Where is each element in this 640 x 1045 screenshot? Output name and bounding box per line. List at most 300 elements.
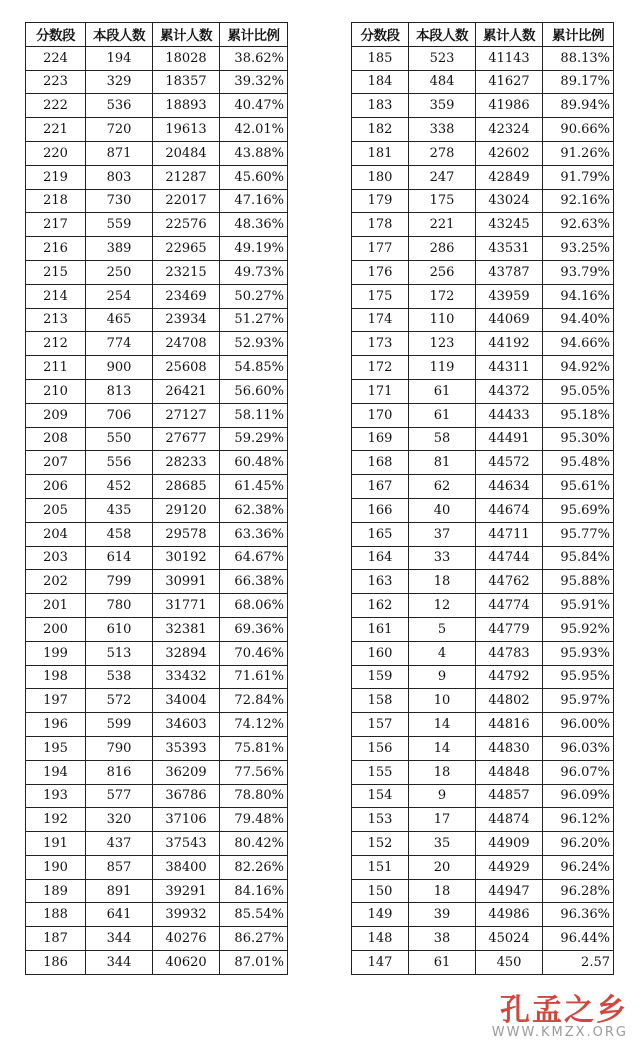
table-row — [352, 475, 614, 499]
cell-cumulative-ratio: 47.16% — [220, 189, 288, 213]
table-row — [26, 451, 288, 475]
cell-cumulative-ratio: 95.77% — [543, 522, 614, 546]
table-row — [352, 879, 614, 903]
cell-band-count: 458 — [86, 522, 153, 546]
cell-cumulative-count: 44830 — [476, 736, 543, 760]
table-row — [352, 927, 614, 951]
cell-band-count: 614 — [86, 546, 153, 570]
cell-cumulative-count: 27127 — [153, 403, 220, 427]
table-row — [352, 260, 614, 284]
table-row — [352, 332, 614, 356]
cell-cumulative-count: 44802 — [476, 689, 543, 713]
cell-band-count: 465 — [86, 308, 153, 332]
table-row — [352, 689, 614, 713]
cell-score-band: 151 — [352, 855, 409, 879]
cell-cumulative-ratio: 96.12% — [543, 808, 614, 832]
cell-band-count: 359 — [409, 94, 476, 118]
cell-cumulative-ratio: 96.00% — [543, 713, 614, 737]
table-row — [352, 498, 614, 522]
table-row — [26, 308, 288, 332]
table-row — [26, 213, 288, 237]
cell-cumulative-count: 19613 — [153, 118, 220, 142]
cell-cumulative-count: 36209 — [153, 760, 220, 784]
table-row — [352, 213, 614, 237]
cell-cumulative-ratio: 49.19% — [220, 237, 288, 261]
cell-band-count: 610 — [86, 617, 153, 641]
cell-band-count: 389 — [86, 237, 153, 261]
cell-score-band: 152 — [352, 832, 409, 856]
table-row — [352, 308, 614, 332]
cell-score-band: 201 — [26, 594, 86, 618]
table-row — [352, 641, 614, 665]
cell-cumulative-ratio: 69.36% — [220, 617, 288, 641]
cell-cumulative-ratio: 62.38% — [220, 498, 288, 522]
table-row — [26, 808, 288, 832]
cell-score-band: 198 — [26, 665, 86, 689]
cell-cumulative-count: 22965 — [153, 237, 220, 261]
table-row — [352, 903, 614, 927]
cell-band-count: 37 — [409, 522, 476, 546]
cell-cumulative-ratio: 72.84% — [220, 689, 288, 713]
table-row — [352, 713, 614, 737]
table-row — [352, 427, 614, 451]
cell-cumulative-count: 44372 — [476, 379, 543, 403]
cell-band-count: 572 — [86, 689, 153, 713]
table-row — [26, 641, 288, 665]
cell-cumulative-count: 18357 — [153, 70, 220, 94]
cell-cumulative-count: 24708 — [153, 332, 220, 356]
cell-band-count: 790 — [86, 736, 153, 760]
cell-cumulative-ratio: 95.61% — [543, 475, 614, 499]
table-row — [352, 855, 614, 879]
table-row — [26, 665, 288, 689]
cell-cumulative-count: 44929 — [476, 855, 543, 879]
cell-cumulative-count: 28233 — [153, 451, 220, 475]
cell-score-band: 176 — [352, 260, 409, 284]
cell-score-band: 206 — [26, 475, 86, 499]
table-row — [26, 498, 288, 522]
cell-cumulative-count: 40620 — [153, 951, 220, 975]
cell-cumulative-count: 37543 — [153, 832, 220, 856]
cell-cumulative-count: 41627 — [476, 70, 543, 94]
header-cumulative-ratio: 累计比例 — [220, 23, 288, 47]
cell-band-count: 599 — [86, 713, 153, 737]
cell-band-count: 720 — [86, 118, 153, 142]
cell-score-band: 215 — [26, 260, 86, 284]
cell-band-count: 706 — [86, 403, 153, 427]
cell-cumulative-ratio: 74.12% — [220, 713, 288, 737]
cell-cumulative-count: 43245 — [476, 213, 543, 237]
cell-cumulative-count: 450 — [476, 951, 543, 975]
table-row — [26, 736, 288, 760]
cell-cumulative-ratio: 96.03% — [543, 736, 614, 760]
cell-band-count: 119 — [409, 356, 476, 380]
cell-band-count: 9 — [409, 665, 476, 689]
header-band-count: 本段人数 — [409, 23, 476, 47]
cell-cumulative-ratio: 40.47% — [220, 94, 288, 118]
cell-score-band: 195 — [26, 736, 86, 760]
table-row — [352, 617, 614, 641]
cell-band-count: 10 — [409, 689, 476, 713]
cell-cumulative-count: 43531 — [476, 237, 543, 261]
table-row — [352, 570, 614, 594]
cell-cumulative-ratio: 50.27% — [220, 284, 288, 308]
cell-band-count: 58 — [409, 427, 476, 451]
cell-cumulative-count: 44711 — [476, 522, 543, 546]
right-table-body — [352, 46, 614, 974]
cell-cumulative-ratio: 64.67% — [220, 546, 288, 570]
table-row — [352, 237, 614, 261]
cell-score-band: 212 — [26, 332, 86, 356]
cell-score-band: 203 — [26, 546, 86, 570]
cell-cumulative-count: 31771 — [153, 594, 220, 618]
cell-score-band: 223 — [26, 70, 86, 94]
cell-band-count: 20 — [409, 855, 476, 879]
cell-cumulative-ratio: 94.92% — [543, 356, 614, 380]
cell-cumulative-count: 23215 — [153, 260, 220, 284]
cell-cumulative-count: 44192 — [476, 332, 543, 356]
cell-cumulative-count: 23934 — [153, 308, 220, 332]
cell-score-band: 211 — [26, 356, 86, 380]
cell-cumulative-ratio: 63.36% — [220, 522, 288, 546]
cell-band-count: 344 — [86, 927, 153, 951]
cell-cumulative-ratio: 85.54% — [220, 903, 288, 927]
cell-score-band: 184 — [352, 70, 409, 94]
header-cumulative-count: 累计人数 — [476, 23, 543, 47]
cell-cumulative-ratio: 91.79% — [543, 165, 614, 189]
cell-cumulative-ratio: 60.48% — [220, 451, 288, 475]
cell-band-count: 194 — [86, 46, 153, 70]
cell-score-band: 187 — [26, 927, 86, 951]
table-row — [26, 475, 288, 499]
cell-cumulative-ratio: 93.79% — [543, 260, 614, 284]
table-row — [26, 570, 288, 594]
cell-band-count: 513 — [86, 641, 153, 665]
table-row — [26, 903, 288, 927]
cell-score-band: 166 — [352, 498, 409, 522]
cell-cumulative-ratio: 71.61% — [220, 665, 288, 689]
cell-cumulative-count: 43959 — [476, 284, 543, 308]
cell-cumulative-ratio: 51.27% — [220, 308, 288, 332]
cell-cumulative-count: 32894 — [153, 641, 220, 665]
table-row — [26, 284, 288, 308]
cell-cumulative-ratio: 95.48% — [543, 451, 614, 475]
cell-cumulative-ratio: 70.46% — [220, 641, 288, 665]
cell-score-band: 205 — [26, 498, 86, 522]
table-row — [352, 784, 614, 808]
cell-score-band: 147 — [352, 951, 409, 975]
cell-cumulative-count: 42849 — [476, 165, 543, 189]
cell-cumulative-ratio: 84.16% — [220, 879, 288, 903]
cell-band-count: 799 — [86, 570, 153, 594]
cell-score-band: 181 — [352, 141, 409, 165]
table-row — [26, 879, 288, 903]
cell-cumulative-ratio: 56.60% — [220, 379, 288, 403]
watermark-url: WWW.KMZX.ORG — [491, 1025, 628, 1040]
cell-cumulative-count: 44857 — [476, 784, 543, 808]
cell-band-count: 5 — [409, 617, 476, 641]
cell-cumulative-count: 39291 — [153, 879, 220, 903]
table-row — [352, 165, 614, 189]
cell-cumulative-count: 42602 — [476, 141, 543, 165]
cell-score-band: 217 — [26, 213, 86, 237]
cell-score-band: 197 — [26, 689, 86, 713]
cell-cumulative-ratio: 90.66% — [543, 118, 614, 142]
cell-score-band: 178 — [352, 213, 409, 237]
cell-cumulative-ratio: 43.88% — [220, 141, 288, 165]
cell-band-count: 900 — [86, 356, 153, 380]
cell-cumulative-count: 22017 — [153, 189, 220, 213]
cell-cumulative-ratio: 96.36% — [543, 903, 614, 927]
cell-cumulative-count: 43024 — [476, 189, 543, 213]
cell-cumulative-ratio: 68.06% — [220, 594, 288, 618]
cell-score-band: 164 — [352, 546, 409, 570]
cell-score-band: 153 — [352, 808, 409, 832]
table-row — [352, 594, 614, 618]
cell-score-band: 204 — [26, 522, 86, 546]
table-row — [352, 141, 614, 165]
header-cumulative-ratio: 累计比例 — [543, 23, 614, 47]
cell-band-count: 435 — [86, 498, 153, 522]
cell-band-count: 256 — [409, 260, 476, 284]
cell-cumulative-ratio: 95.91% — [543, 594, 614, 618]
cell-score-band: 168 — [352, 451, 409, 475]
cell-cumulative-ratio: 95.69% — [543, 498, 614, 522]
cell-cumulative-count: 37106 — [153, 808, 220, 832]
cell-cumulative-ratio: 92.63% — [543, 213, 614, 237]
header-score-band: 分数段 — [26, 23, 86, 47]
cell-cumulative-ratio: 96.07% — [543, 760, 614, 784]
cell-cumulative-count: 44792 — [476, 665, 543, 689]
cell-cumulative-count: 41986 — [476, 94, 543, 118]
cell-cumulative-count: 44744 — [476, 546, 543, 570]
cell-score-band: 157 — [352, 713, 409, 737]
cell-score-band: 150 — [352, 879, 409, 903]
cell-cumulative-ratio: 59.29% — [220, 427, 288, 451]
cell-cumulative-count: 44779 — [476, 617, 543, 641]
cell-cumulative-ratio: 75.81% — [220, 736, 288, 760]
cell-band-count: 550 — [86, 427, 153, 451]
table-row — [26, 379, 288, 403]
left-table-body — [26, 46, 288, 974]
cell-cumulative-count: 27677 — [153, 427, 220, 451]
cell-band-count: 816 — [86, 760, 153, 784]
cell-cumulative-ratio: 88.13% — [543, 46, 614, 70]
cell-band-count: 81 — [409, 451, 476, 475]
cell-score-band: 189 — [26, 879, 86, 903]
table-row — [26, 260, 288, 284]
cell-cumulative-count: 44634 — [476, 475, 543, 499]
cell-band-count: 254 — [86, 284, 153, 308]
cell-score-band: 200 — [26, 617, 86, 641]
cell-band-count: 286 — [409, 237, 476, 261]
table-row — [26, 951, 288, 975]
cell-cumulative-count: 39932 — [153, 903, 220, 927]
table-row — [26, 332, 288, 356]
table-row — [352, 284, 614, 308]
cell-band-count: 18 — [409, 879, 476, 903]
cell-cumulative-ratio: 45.60% — [220, 165, 288, 189]
header-band-count: 本段人数 — [86, 23, 153, 47]
cell-cumulative-ratio: 95.92% — [543, 617, 614, 641]
cell-score-band: 154 — [352, 784, 409, 808]
table-row — [26, 237, 288, 261]
cell-band-count: 641 — [86, 903, 153, 927]
cell-band-count: 123 — [409, 332, 476, 356]
table-row — [26, 617, 288, 641]
table-row — [26, 832, 288, 856]
cell-score-band: 175 — [352, 284, 409, 308]
cell-band-count: 61 — [409, 379, 476, 403]
cell-band-count: 559 — [86, 213, 153, 237]
table-row — [26, 118, 288, 142]
cell-cumulative-count: 44874 — [476, 808, 543, 832]
cell-score-band: 149 — [352, 903, 409, 927]
cell-cumulative-ratio: 94.66% — [543, 332, 614, 356]
cell-cumulative-count: 25608 — [153, 356, 220, 380]
cell-cumulative-count: 44774 — [476, 594, 543, 618]
cell-cumulative-count: 21287 — [153, 165, 220, 189]
cell-cumulative-ratio: 87.01% — [220, 951, 288, 975]
cell-score-band: 173 — [352, 332, 409, 356]
header-row — [26, 23, 288, 47]
cell-band-count: 9 — [409, 784, 476, 808]
table-row — [352, 46, 614, 70]
cell-cumulative-count: 45024 — [476, 927, 543, 951]
cell-band-count: 35 — [409, 832, 476, 856]
header-score-band: 分数段 — [352, 23, 409, 47]
table-row — [26, 403, 288, 427]
cell-band-count: 172 — [409, 284, 476, 308]
cell-cumulative-count: 28685 — [153, 475, 220, 499]
cell-band-count: 803 — [86, 165, 153, 189]
cell-band-count: 338 — [409, 118, 476, 142]
cell-cumulative-count: 29120 — [153, 498, 220, 522]
cell-band-count: 40 — [409, 498, 476, 522]
cell-cumulative-ratio: 95.88% — [543, 570, 614, 594]
cell-score-band: 156 — [352, 736, 409, 760]
cell-score-band: 169 — [352, 427, 409, 451]
cell-cumulative-count: 34004 — [153, 689, 220, 713]
cell-cumulative-ratio: 96.09% — [543, 784, 614, 808]
cell-band-count: 780 — [86, 594, 153, 618]
table-row — [352, 832, 614, 856]
cell-band-count: 18 — [409, 760, 476, 784]
cell-cumulative-ratio: 49.73% — [220, 260, 288, 284]
table-row — [352, 736, 614, 760]
cell-score-band: 196 — [26, 713, 86, 737]
cell-cumulative-count: 30192 — [153, 546, 220, 570]
cell-cumulative-count: 44674 — [476, 498, 543, 522]
cell-score-band: 158 — [352, 689, 409, 713]
cell-cumulative-ratio: 89.94% — [543, 94, 614, 118]
cell-cumulative-ratio: 2.57 — [543, 951, 614, 975]
cell-score-band: 161 — [352, 617, 409, 641]
cell-band-count: 62 — [409, 475, 476, 499]
cell-cumulative-count: 30991 — [153, 570, 220, 594]
cell-score-band: 174 — [352, 308, 409, 332]
table-row — [352, 189, 614, 213]
cell-cumulative-count: 38400 — [153, 855, 220, 879]
cell-cumulative-ratio: 48.36% — [220, 213, 288, 237]
table-row — [26, 141, 288, 165]
table-row — [352, 118, 614, 142]
cell-cumulative-ratio: 93.25% — [543, 237, 614, 261]
cell-cumulative-ratio: 95.97% — [543, 689, 614, 713]
cell-cumulative-ratio: 95.05% — [543, 379, 614, 403]
cell-band-count: 344 — [86, 951, 153, 975]
cell-band-count: 18 — [409, 570, 476, 594]
cell-cumulative-count: 44986 — [476, 903, 543, 927]
cell-band-count: 536 — [86, 94, 153, 118]
cell-score-band: 165 — [352, 522, 409, 546]
cell-cumulative-count: 44311 — [476, 356, 543, 380]
cell-score-band: 222 — [26, 94, 86, 118]
score-table-right — [351, 22, 614, 975]
cell-cumulative-ratio: 42.01% — [220, 118, 288, 142]
cell-score-band: 216 — [26, 237, 86, 261]
cell-band-count: 221 — [409, 213, 476, 237]
table-row — [352, 522, 614, 546]
cell-band-count: 556 — [86, 451, 153, 475]
cell-score-band: 172 — [352, 356, 409, 380]
table-row — [26, 46, 288, 70]
cell-cumulative-count: 44783 — [476, 641, 543, 665]
score-table-left — [25, 22, 288, 975]
table-row — [26, 713, 288, 737]
cell-cumulative-ratio: 54.85% — [220, 356, 288, 380]
cell-cumulative-count: 18028 — [153, 46, 220, 70]
table-row — [26, 594, 288, 618]
cell-cumulative-ratio: 77.56% — [220, 760, 288, 784]
cell-cumulative-ratio: 89.17% — [543, 70, 614, 94]
cell-cumulative-ratio: 96.24% — [543, 855, 614, 879]
cell-score-band: 163 — [352, 570, 409, 594]
cell-cumulative-ratio: 38.62% — [220, 46, 288, 70]
cell-band-count: 730 — [86, 189, 153, 213]
cell-band-count: 437 — [86, 832, 153, 856]
cell-cumulative-count: 29578 — [153, 522, 220, 546]
cell-band-count: 175 — [409, 189, 476, 213]
cell-band-count: 14 — [409, 736, 476, 760]
cell-score-band: 188 — [26, 903, 86, 927]
cell-score-band: 170 — [352, 403, 409, 427]
table-row — [352, 451, 614, 475]
cell-band-count: 329 — [86, 70, 153, 94]
cell-band-count: 250 — [86, 260, 153, 284]
cell-score-band: 167 — [352, 475, 409, 499]
table-row — [26, 165, 288, 189]
cell-band-count: 110 — [409, 308, 476, 332]
table-row — [26, 689, 288, 713]
cell-score-band: 190 — [26, 855, 86, 879]
cell-band-count: 871 — [86, 141, 153, 165]
table-row — [352, 951, 614, 975]
cell-cumulative-ratio: 96.28% — [543, 879, 614, 903]
cell-cumulative-ratio: 92.16% — [543, 189, 614, 213]
table-row — [352, 546, 614, 570]
cell-cumulative-count: 44762 — [476, 570, 543, 594]
cell-score-band: 182 — [352, 118, 409, 142]
cell-cumulative-ratio: 94.16% — [543, 284, 614, 308]
cell-score-band: 219 — [26, 165, 86, 189]
cell-band-count: 39 — [409, 903, 476, 927]
cell-cumulative-count: 44947 — [476, 879, 543, 903]
cell-band-count: 33 — [409, 546, 476, 570]
site-watermark — [492, 985, 628, 1040]
cell-band-count: 577 — [86, 784, 153, 808]
cell-band-count: 17 — [409, 808, 476, 832]
